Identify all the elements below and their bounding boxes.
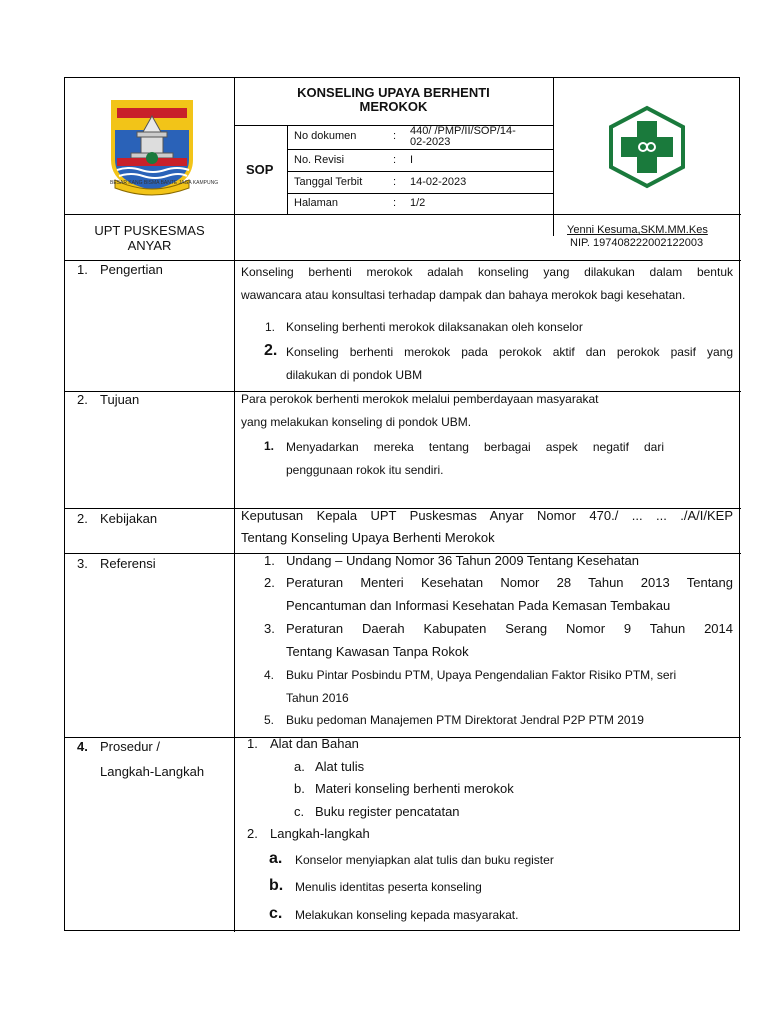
pengertian-item-1: Konseling berhenti merokok dilaksanakan oleh konselor [286, 320, 583, 334]
referensi-item-1: Undang – Undang Nomor 36 Tahun 2009 Tentang Kesehatan [286, 553, 639, 568]
list-number: 4. [264, 668, 275, 682]
list-letter: a. [294, 759, 305, 774]
meta-value-issue-date: 14-02-2023 [410, 176, 467, 188]
section-number: 4. [77, 739, 88, 754]
emblem-motto: BESAR KANG BISMA BANTE JAGA KAMPUNG [110, 180, 219, 186]
divider [287, 149, 553, 150]
tujuan-item-1: Menyadarkan mereka tentang berbagai aspek negatif dari [286, 440, 664, 454]
meta-label-revision: No. Revisi [294, 154, 345, 166]
list-letter: b. [294, 781, 305, 796]
prosedur-group-alat-bahan: Alat dan Bahan [270, 736, 359, 751]
divider [65, 737, 741, 738]
meta-separator: : [393, 176, 397, 188]
prosedur-group-langkah: Langkah-langkah [270, 826, 370, 841]
signer-name: Yenni Kesuma,SKM.MM.Kes [567, 224, 708, 236]
signer-nip: NIP. 197408222002122003 [570, 237, 704, 249]
referensi-item-3: Peraturan Daerah Kabupaten Serang Nomor 9 Tahun 2014 [286, 621, 733, 636]
list-letter: b. [269, 877, 284, 894]
document-title [234, 86, 553, 114]
langkah-item: Melakukan konseling kepada masyarakat. [295, 908, 519, 922]
divider [234, 78, 235, 932]
section-number: 1. [77, 262, 88, 277]
kebijakan-line: Tentang Konseling Upaya Berhenti Merokok [241, 530, 495, 545]
referensi-item-3-cont: Tentang Kawasan Tanpa Rokok [286, 644, 469, 659]
list-number: 5. [264, 713, 275, 727]
divider [65, 260, 741, 261]
section-number: 2. [77, 392, 88, 407]
section-number: 3. [77, 556, 88, 571]
meta-separator: : [393, 130, 397, 142]
meta-separator: : [393, 197, 397, 209]
org-line-2: ANYAR [127, 238, 172, 253]
divider [287, 193, 553, 194]
sop-label: SOP [246, 162, 274, 177]
meta-separator: : [393, 154, 397, 166]
tujuan-item-1-cont: penggunaan rokok itu sendiri. [286, 463, 444, 477]
list-number: 3. [264, 621, 275, 636]
doc-number-line-1: 440/ /PMP/II/SOP/14- [410, 125, 516, 137]
section-title-pengertian: Pengertian [100, 262, 163, 277]
referensi-item-4: Buku Pintar Posbindu PTM, Upaya Pengendalian Faktor Risiko PTM, seri [286, 668, 677, 682]
alat-item: Materi konseling berhenti merokok [315, 781, 514, 796]
pengertian-item-2-cont: dilakukan di pondok UBM [286, 368, 423, 382]
list-number: 2. [264, 575, 275, 590]
section-title-tujuan: Tujuan [100, 392, 140, 407]
divider [553, 78, 554, 236]
list-number: 1. [264, 439, 275, 453]
section-title-prosedur-cont: Langkah-Langkah [100, 764, 205, 779]
referensi-item-2-cont: Pencantuman dan Informasi Kesehatan Pada Kemasan Tembakau [286, 598, 671, 613]
list-letter: a. [269, 850, 283, 867]
meta-label-page: Halaman [294, 197, 339, 209]
tujuan-paragraph-line: yang melakukan konseling di pondok UBM. [241, 415, 472, 429]
list-number: 1. [265, 320, 276, 334]
org-line-1: UPT PUSKESMAS [94, 223, 205, 238]
referensi-item-4-cont: Tahun 2016 [286, 691, 349, 705]
section-number: 2. [77, 511, 88, 526]
list-letter: c. [294, 804, 305, 819]
sop-document [64, 77, 740, 931]
list-number: 2. [264, 342, 278, 359]
referensi-item-2: Peraturan Menteri Kesehatan Nomor 28 Tahun 2013 Tentang [286, 575, 733, 590]
meta-value-revision: I [410, 154, 414, 166]
pengertian-paragraph-line: wawancara atau konsultasi terhadap dampak dan bahaya merokok bagi kesehatan. [241, 288, 686, 302]
list-letter: c. [269, 905, 283, 922]
kebijakan-line: Keputusan Kepala UPT Puskesmas Anyar Nomor 470./ ... ... ./A/I/KEP [241, 508, 733, 523]
tujuan-paragraph-line: Para perokok berhenti merokok melalui pemberdayaan masyarakat [241, 392, 599, 406]
list-number: 2. [247, 826, 258, 841]
list-number: 1. [264, 553, 275, 568]
meta-value-doc-number [410, 126, 516, 148]
alat-item: Buku register pencatatan [315, 804, 460, 819]
list-number: 1. [247, 736, 258, 751]
section-title-prosedur: Prosedur / [100, 739, 160, 754]
divider [65, 214, 741, 215]
meta-label-doc-number: No dokumen [294, 130, 357, 142]
puskesmas-logo [605, 105, 689, 189]
title-line-2: MEROKOK [359, 99, 428, 114]
section-title-kebijakan: Kebijakan [100, 511, 158, 526]
title-line-1: KONSELING UPAYA BERHENTI [297, 85, 490, 100]
alat-item: Alat tulis [315, 759, 365, 774]
organization-name [65, 223, 234, 253]
meta-value-page: 1/2 [410, 197, 426, 209]
pengertian-item-2: Konseling berhenti merokok pada perokok aktif dan perokok pasif yang [286, 345, 733, 359]
doc-number-line-2: 02-2023 [410, 136, 451, 148]
langkah-item: Konselor menyiapkan alat tulis dan buku register [295, 853, 554, 867]
meta-label-issue-date: Tanggal Terbit [294, 176, 363, 188]
pengertian-paragraph-line: Konseling berhenti merokok adalah konseling yang dilakukan dalam bentuk [241, 265, 733, 279]
referensi-item-5: Buku pedoman Manajemen PTM Direktorat Jendral P2P PTM 2019 [286, 713, 644, 727]
section-title-referensi: Referensi [100, 556, 156, 571]
divider [287, 125, 288, 214]
divider [287, 171, 553, 172]
langkah-item: Menulis identitas peserta konseling [295, 880, 482, 894]
